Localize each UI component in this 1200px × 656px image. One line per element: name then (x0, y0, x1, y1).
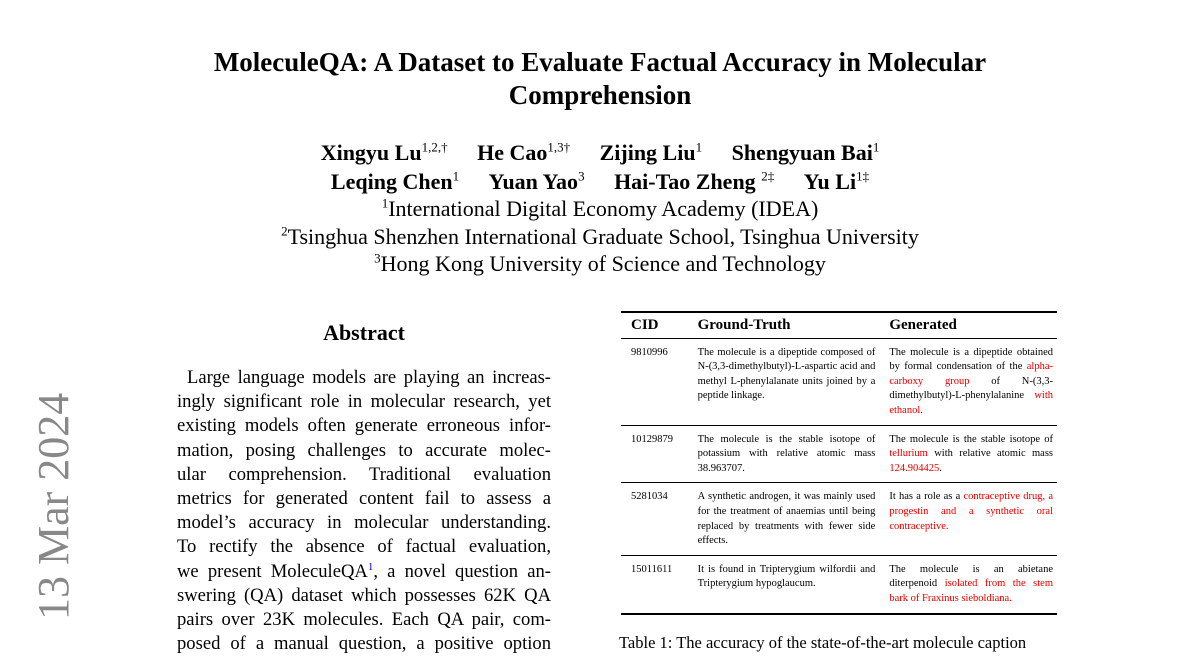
error-highlight: with ethanol (889, 390, 1053, 416)
cell-generated (879, 555, 1057, 613)
generated-text: It has a role as a (889, 491, 964, 503)
footnote-link[interactable]: 1 (367, 560, 374, 573)
author-line-2 (150, 167, 1050, 196)
abstract-line: existing models often generate erroneous infor- (177, 415, 551, 437)
cell-cid: 5281034 (621, 483, 688, 555)
paper-title-line-1: MoleculeQA: A Dataset to Evaluate Factual Accuracy in Molecular (213, 47, 987, 77)
generated-text: The molecule is an abietane diterpenoid (889, 563, 1053, 590)
affiliation: $^3$Hong Kong University of Science and Technology (374, 250, 826, 276)
author: He Cao$^{1,3\dagger}$ (477, 139, 571, 165)
cell-ground-truth: It is found in Tripterygium wilfordii and Tripterygium hypoglaucum. (688, 555, 880, 613)
error-highlight: alpha-carboxy group (889, 361, 1053, 387)
generated-text: with relative atomic mass (927, 448, 1053, 460)
abstract-line: To rectify the absence of factual evaluation, (177, 536, 551, 558)
abstract-line: model’s accuracy in molecular understanding. (177, 512, 551, 534)
generated-text: of N-(3,3-dimethylbutyl)-L-phenylalanine (889, 375, 1053, 402)
table-caption: Table 1: The accuracy of the state-of-the-art molecule caption (619, 633, 1027, 652)
abstract-line: swering (QA) dataset which possesses 62K QA (177, 584, 551, 606)
generated-text: The molecule is a dipeptide obtained by formal condensation of the (889, 346, 1053, 373)
error-highlight: isolated from the stem bark of Fraxinus sieboldiana. (889, 578, 1053, 604)
paper-title-line-2: Comprehension (508, 80, 692, 110)
abstract-line: pairs over 23K molecules. Each QA pair, com- (177, 608, 551, 630)
author-line-1 (150, 138, 1050, 167)
cell-ground-truth: A synthetic androgen, it was mainly used for the treatment of anaemias until being replaced by treatments with fewer side effects. (688, 483, 880, 555)
cell-cid: 9810996 (621, 338, 688, 425)
author-list (150, 138, 1050, 196)
cell-generated (879, 425, 1057, 483)
abstract-line: we present MoleculeQA$^1$, a novel question an- (177, 560, 551, 582)
abstract-line: posed of a manual question, a positive option (177, 633, 551, 655)
author: Hai-Tao Zheng $^{2\ddagger}$ (614, 168, 775, 194)
col-header-generated: Generated (879, 312, 1057, 338)
author: Yuan Yao$^3$ (488, 168, 585, 194)
author: Xingyu $Lu^{1,2,\dagger}$ (320, 139, 448, 165)
error-highlight: 124.904425 (889, 462, 940, 474)
abstract-heading: Abstract (323, 320, 405, 345)
author: Leqing Chen$^1$ (330, 168, 460, 194)
abstract-line: Large language models are playing an increas- (187, 367, 551, 388)
cell-cid: 10129879 (621, 425, 688, 483)
affiliations (150, 195, 1050, 278)
abstract-line: ingly significant role in molecular research, yet (177, 391, 551, 413)
author: Zijing Liu$^1$ (599, 139, 703, 165)
affiliation: $^1$International Digital Economy Academy (IDEA) (381, 195, 819, 221)
paper-title (150, 46, 1050, 112)
cell-cid: 15011611 (621, 555, 688, 613)
affiliation: $^2$Tsinghua Shenzhen International Graduate School, Tsinghua University (281, 223, 919, 249)
author: Yu $Li^{1\ddagger}$ (803, 168, 870, 194)
col-header-cid: CID (621, 312, 688, 338)
abstract-line: metrics for generated content fail to assess a (177, 487, 551, 509)
table-row (621, 338, 1057, 425)
cell-generated (879, 483, 1057, 555)
table-row (621, 425, 1057, 483)
results-table (621, 311, 1057, 615)
abstract-line: ular comprehension. Traditional evaluation (177, 463, 551, 485)
generated-text: . (920, 404, 923, 416)
error-highlight: tellurium (889, 448, 928, 460)
cell-generated (879, 338, 1057, 425)
abstract-body (177, 366, 551, 656)
cell-ground-truth: The molecule is a dipeptide composed of N-(3,3-dimethylbutyl)-L-aspartic acid and methyl L-phenylalanate units joined by a peptide linkage. (688, 338, 880, 425)
cell-ground-truth: The molecule is the stable isotope of potassium with relative atomic mass 38.963707. (688, 425, 880, 483)
author: Shengyuan Bai$^1$ (731, 139, 880, 165)
table-row (621, 555, 1057, 613)
table-body (621, 338, 1057, 613)
abstract-line: mation, posing challenges to accurate molec- (177, 439, 551, 461)
arxiv-date-stamp: 13 Mar 2024 (29, 392, 78, 620)
error-highlight: contraceptive drug, a progestin and a synthetic oral contraceptive. (889, 491, 1053, 532)
generated-text: The molecule is the stable isotope of (889, 433, 1053, 445)
col-header-ground-truth: Ground-Truth (688, 312, 880, 338)
table-row (621, 483, 1057, 555)
generated-text: . (939, 462, 942, 474)
table-header-row (621, 312, 1057, 338)
